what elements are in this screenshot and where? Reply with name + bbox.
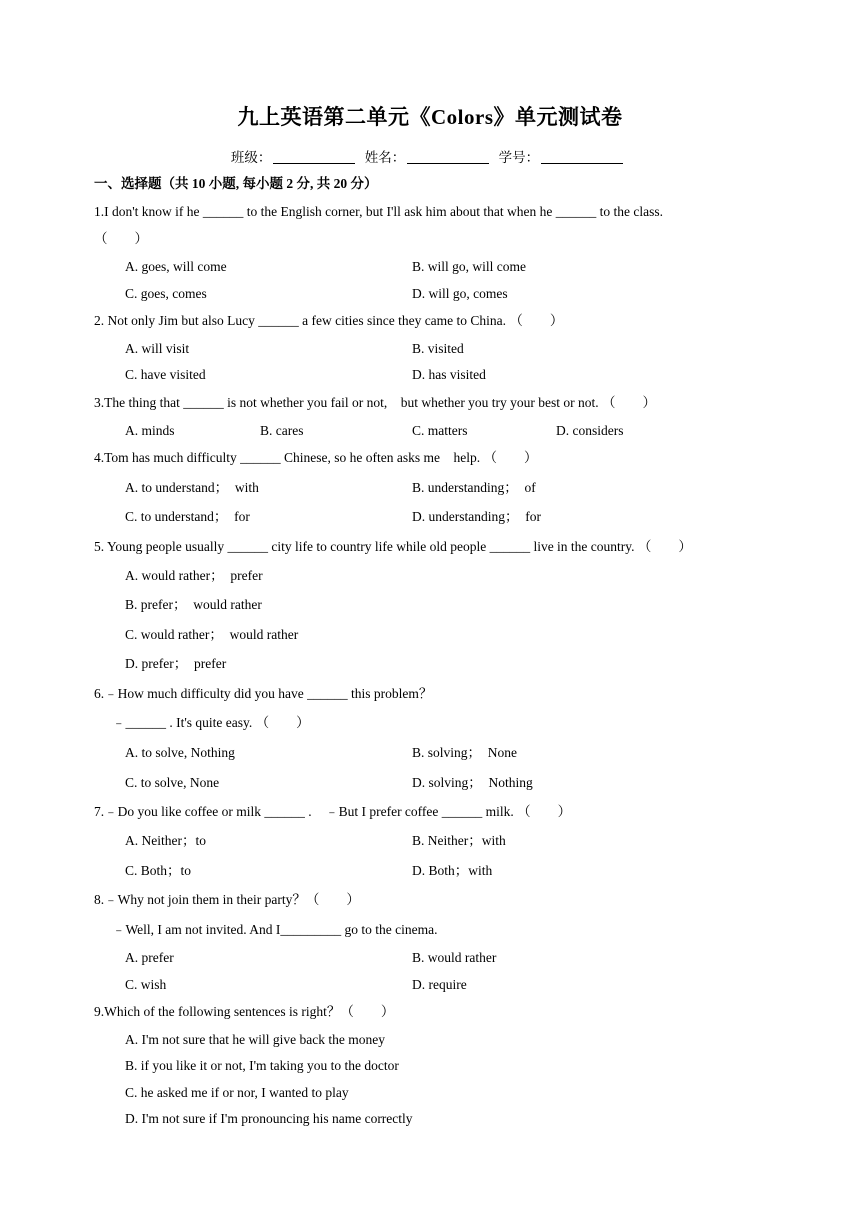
question-4-stem: 4.Tom has much difficulty ______ Chinese, so he often asks me help. （ ）: [94, 450, 538, 465]
question-9-option-a[interactable]: A. I'm not sure that he will give back the money: [125, 1032, 385, 1047]
question-9-option-c[interactable]: C. he asked me if or nor, I wanted to play: [125, 1085, 349, 1100]
question-8-option-c[interactable]: C. wish: [125, 977, 167, 992]
question-5-option-c[interactable]: C. would rather； would rather: [125, 627, 299, 642]
question-1-option-b[interactable]: B. will go, will come: [412, 259, 526, 274]
class-label: 班级：: [230, 150, 272, 165]
question-3-stem: 3.The thing that ______ is not whether you fail or not, but whether you try your best or not. （ ）: [94, 395, 657, 410]
question-1-option-d[interactable]: D. will go, comes: [412, 286, 508, 301]
question-1-option-a[interactable]: A. goes, will come: [125, 259, 227, 274]
question-6-option-b[interactable]: B. solving； None: [412, 745, 518, 760]
question-2-option-d[interactable]: D. has visited: [412, 367, 486, 382]
question-2-option-a[interactable]: A. will visit: [125, 341, 190, 356]
question-2-stem: 2. Not only Jim but also Lucy ______ a few cities since they came to China. （ ）: [94, 313, 564, 328]
question-4-option-a[interactable]: A. to understand； with: [125, 480, 259, 495]
name-label: 姓名：: [364, 150, 406, 165]
question-8-stem-line2: ﹣Well, I am not invited. And I_________ go to the cinema.: [112, 922, 438, 937]
question-3-option-a[interactable]: A. minds: [125, 423, 175, 438]
question-6-option-c[interactable]: C. to solve, None: [125, 775, 220, 790]
question-8-stem: 8.﹣Why not join them in their party？（ ）: [94, 892, 360, 907]
question-8-option-a[interactable]: A. prefer: [125, 950, 174, 965]
question-6-stem: 6.﹣How much difficulty did you have ______ this problem？: [94, 686, 433, 701]
question-8-option-d[interactable]: D. require: [412, 977, 467, 992]
question-3-option-c[interactable]: C. matters: [412, 423, 468, 438]
question-6-option-a[interactable]: A. to solve, Nothing: [125, 745, 235, 760]
question-6-stem-line2: ﹣______ . It's quite easy. （ ）: [112, 715, 310, 730]
page-title: 九上英语第二单元《Colors》单元测试卷: [237, 105, 623, 129]
question-7-stem: 7.﹣Do you like coffee or milk ______ . ﹣But I prefer coffee ______ milk. （ ）: [94, 804, 572, 819]
question-7-option-b[interactable]: B. Neither；with: [412, 833, 506, 848]
question-1-answer-paren: （ ）: [94, 231, 148, 246]
question-4-option-d[interactable]: D. understanding； for: [412, 509, 541, 524]
question-2-option-c[interactable]: C. have visited: [125, 367, 206, 382]
id-blank[interactable]: [541, 149, 623, 164]
question-3-option-b[interactable]: B. cares: [260, 423, 304, 438]
question-3-option-d[interactable]: D. considers: [556, 423, 624, 438]
question-1-option-c[interactable]: C. goes, comes: [125, 286, 207, 301]
name-blank[interactable]: [407, 149, 489, 164]
question-5-stem: 5. Young people usually ______ city life to country life while old people ______ live in the country. （ ）: [94, 539, 692, 554]
question-8-option-b[interactable]: B. would rather: [412, 950, 497, 965]
question-9-option-b[interactable]: B. if you like it or not, I'm taking you to the doctor: [125, 1058, 399, 1073]
question-6-option-d[interactable]: D. solving； Nothing: [412, 775, 533, 790]
question-1-stem: 1.I don't know if he ______ to the English corner, but I'll ask him about that when he ______ to the class.: [94, 204, 663, 219]
question-5-option-d[interactable]: D. prefer； prefer: [125, 656, 227, 671]
question-5-option-b[interactable]: B. prefer； would rather: [125, 597, 262, 612]
question-4-option-c[interactable]: C. to understand； for: [125, 509, 250, 524]
question-7-option-d[interactable]: D. Both；with: [412, 863, 493, 878]
student-info: [0, 146, 860, 166]
question-5-option-a[interactable]: A. would rather； prefer: [125, 568, 263, 583]
question-7-option-a[interactable]: A. Neither；to: [125, 833, 206, 848]
question-9-stem: 9.Which of the following sentences is right？（ ）: [94, 1004, 395, 1019]
class-blank[interactable]: [273, 149, 355, 164]
section-heading: 一、选择题（共 10 小题, 每小题 2 分, 共 20 分）: [94, 176, 378, 191]
question-9-option-d[interactable]: D. I'm not sure if I'm pronouncing his name correctly: [125, 1111, 413, 1126]
question-2-option-b[interactable]: B. visited: [412, 341, 464, 356]
id-label: 学号：: [498, 150, 540, 165]
question-7-option-c[interactable]: C. Both；to: [125, 863, 192, 878]
question-4-option-b[interactable]: B. understanding； of: [412, 480, 536, 495]
